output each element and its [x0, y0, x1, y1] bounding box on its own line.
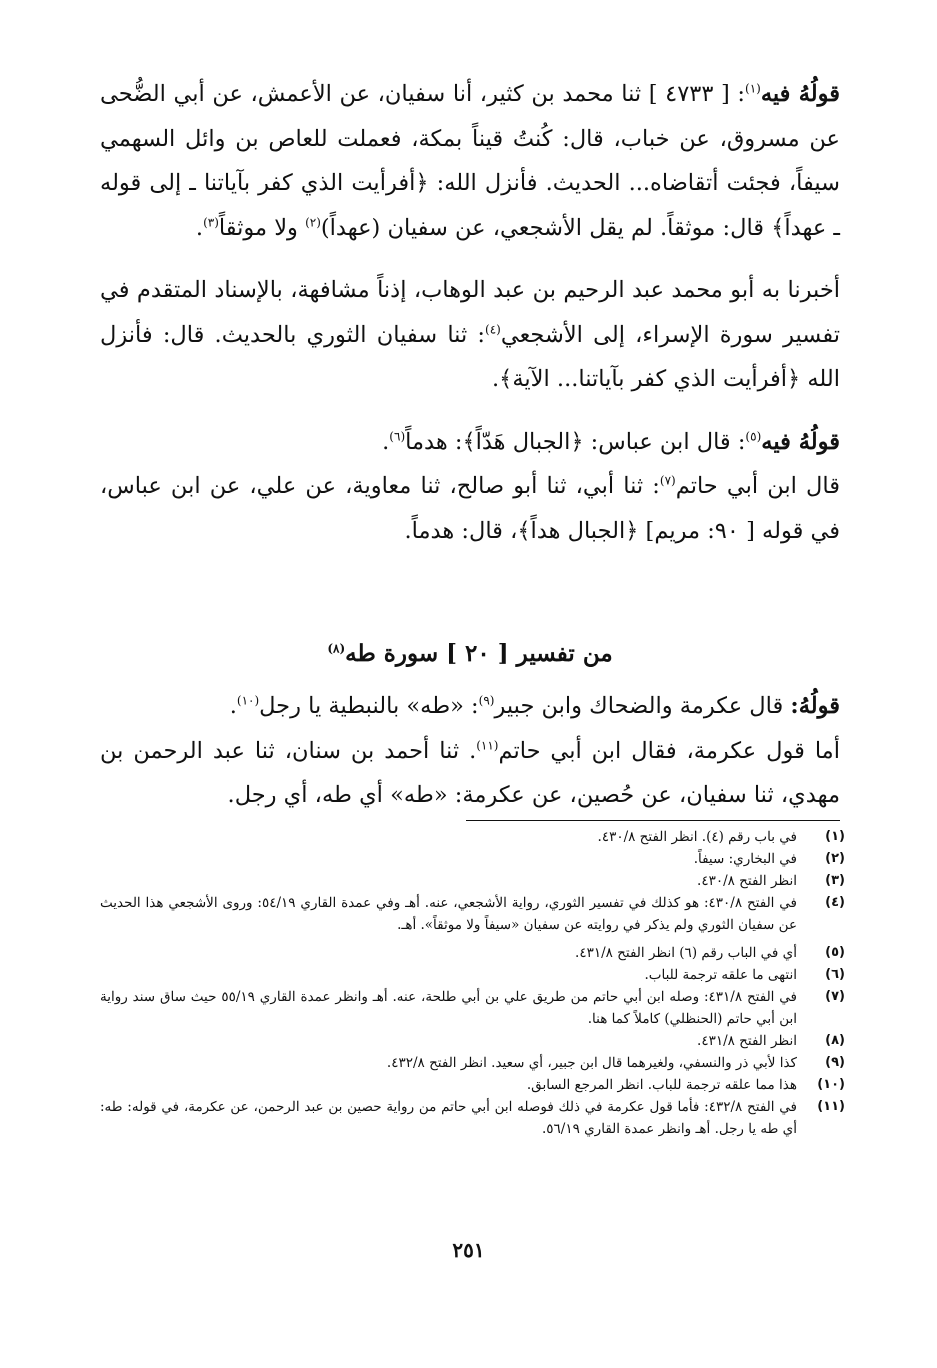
footnote-text: في باب رقم (٤). انظر الفتح ٤٣٠/٨. — [597, 829, 797, 845]
footnote-ref: (٧) — [659, 473, 676, 488]
footnote-ref: (٤) — [485, 322, 501, 336]
footnote-number: (٦) — [825, 967, 845, 982]
footnote — [100, 1074, 845, 1096]
footnote — [100, 826, 845, 848]
lead-phrase: قولُهُ: — [790, 693, 840, 719]
footnote — [100, 942, 845, 964]
section-heading — [100, 632, 840, 676]
footnote-text: هذا مما علقه ترجمة للباب. انظر المرجع السابق. — [526, 1077, 797, 1093]
footnote-text: في البخاري: سيفاً. — [693, 851, 797, 867]
footnote-number: (١) — [825, 829, 845, 844]
paragraph-5 — [100, 684, 840, 729]
paragraph-text: : [ ٤٧٣٣ ] ثنا محمد بن كثير، أنا سفيان، عن الأعمش، عن أبي الضُّحى عن مسروق، عن خباب، قال: كُنتُ قيناً بمكة، فعملت للعاص بن وائل السهمي سيفاً، فجئت أتقاضاه... الحديث. فأنزل الله: ﴿أفرأيت الذي كفر بآياتنا ـ إلى قوله ـ عهداً﴾ قال: موثقاً. لم يقل الأشجعي، عن سفيان (عهداً) — [100, 81, 840, 241]
footnote — [100, 1052, 845, 1074]
main-text — [100, 72, 840, 553]
footnote-text: في الفتح ٤٣١/٨: وصله ابن أبي حاتم من طريق علي بن أبي طلحة، عنه. أهـ وانظر عمدة القاري ٥٥/١٩ حيث ساق سند رواية ابن أبي حاتم (الحنظلي) كاملاً كما هنا. — [100, 989, 798, 1027]
paragraph-text: . ثنا أحمد بن سنان، ثنا عبد الرحمن بن مهدي، ثنا سفيان، عن حُصين، عن عكرمة: «طه» أي طه، أي رجل. — [100, 737, 840, 808]
footnote-number: (٢) — [825, 851, 845, 866]
paragraph-6 — [100, 729, 840, 818]
heading-text: من تفسير [ ٢٠ ] سورة طه — [345, 640, 613, 667]
footnote-text: انتهى ما علقه ترجمة للباب. — [644, 967, 797, 983]
footnote-ref: (٨) — [327, 641, 346, 656]
footnote — [100, 848, 845, 870]
paragraph-1 — [100, 72, 840, 250]
paragraph-text: : قال ابن عباس: ﴿الجبال هَدّاً﴾: هدماً — [405, 428, 746, 455]
footnote-number: (٥) — [825, 945, 845, 960]
main-text-2 — [100, 684, 840, 818]
paragraph-text: : ثنا أبي، ثنا أبو صالح، ثنا معاوية، عن علي، عن ابن عباس، في قوله [ ٩٠: مريم] ﴿الجبال هداً﴾، قال: هدماً. — [100, 473, 840, 544]
footnote — [100, 964, 845, 986]
footnote-ref: (١١) — [476, 738, 499, 752]
footnote-number: (٧) — [825, 989, 845, 1004]
footnote-number: (٣) — [825, 873, 845, 888]
paragraph-text: قال عكرمة والضحاك وابن جبير — [494, 693, 791, 719]
paragraph-text: . — [229, 693, 237, 719]
footnote-number: (١٠) — [817, 1077, 845, 1092]
paragraph-text: : ثنا سفيان الثوري بالحديث. قال: فأنزل الله ﴿أفرأيت الذي كفر بآياتنا... الآية﴾. — [100, 321, 840, 392]
paragraph-text: قال ابن أبي حاتم — [675, 473, 841, 499]
paragraph-text: ولا موثقاً — [218, 214, 306, 241]
paragraph-text: أخبرنا به أبو محمد عبد الرحيم بن عبد الوهاب، إذناً مشافهة، بالإسناد المتقدم في تفسير سورة الإسراء، إلى الأشجعي — [100, 277, 840, 348]
footnote — [100, 892, 845, 936]
footnote-number: (١١) — [817, 1099, 845, 1114]
footnote-text: انظر الفتح ٤٣٠/٨. — [697, 873, 797, 889]
paragraph-text: : «طه» بالنبطية يا رجل — [259, 693, 479, 719]
paragraph-2 — [100, 268, 840, 402]
footnote — [100, 870, 845, 892]
footnotes — [100, 826, 845, 1140]
footnote-ref: (١٠) — [236, 693, 260, 708]
paragraph-text: . — [382, 428, 390, 455]
footnote-text: في الفتح ٤٣٠/٨: هو كذلك في تفسير الثوري، رواية الأشجعي، عنه. أهـ وفي عمدة القاري ٥٤/١٩: وروى الأشجعي هذا الحديث عن سفيان الثوري ولم يذكر في روايته عن سفيان «سيفاً ولا موثقاً». أهـ. — [100, 895, 797, 933]
paragraph-text: . — [195, 214, 204, 241]
footnote-number: (٩) — [825, 1055, 845, 1070]
footnote-ref: (٦) — [389, 429, 406, 443]
footnote-number: (٨) — [825, 1033, 845, 1048]
footnote — [100, 986, 845, 1030]
footnote-ref: (٩) — [478, 693, 495, 708]
footnote-text: كذا لأبي ذر والنسفي، ولغيرهما قال ابن جبير، أي سعيد. انظر الفتح ٤٣٢/٨. — [386, 1055, 797, 1071]
footnote — [100, 1096, 845, 1140]
footnote-number: (٤) — [825, 895, 845, 910]
footnote-ref: (٢) — [305, 215, 321, 229]
page-number: ٢٥١ — [452, 1238, 485, 1262]
footnote — [100, 1030, 845, 1052]
footnote-text: في الفتح ٤٣٢/٨: فأما قول عكرمة في ذلك فوصله ابن أبي حاتم من رواية حصين بن عبد الرحمن، عن عكرمة، في قوله: طه: أي طه يا رجل. أهـ وانظر عمدة القاري ٥٦/١٩. — [100, 1099, 797, 1137]
paragraph-4 — [100, 464, 840, 553]
footnote-divider — [466, 820, 840, 821]
footnote-ref: (١) — [745, 81, 761, 96]
footnote-ref: (٥) — [745, 429, 762, 443]
paragraph-3 — [100, 420, 840, 465]
footnote-text: انظر الفتح ٤٣١/٨. — [697, 1033, 797, 1049]
footnote-ref: (٣) — [203, 215, 219, 229]
lead-phrase: قولُهُ فيه — [760, 81, 840, 107]
paragraph-text: أما قول عكرمة، فقال ابن أبي حاتم — [498, 737, 840, 764]
footnote-text: أي في الباب رقم (٦) انظر الفتح ٤٣١/٨. — [575, 945, 797, 961]
lead-phrase: قولُهُ فيه — [761, 428, 840, 455]
